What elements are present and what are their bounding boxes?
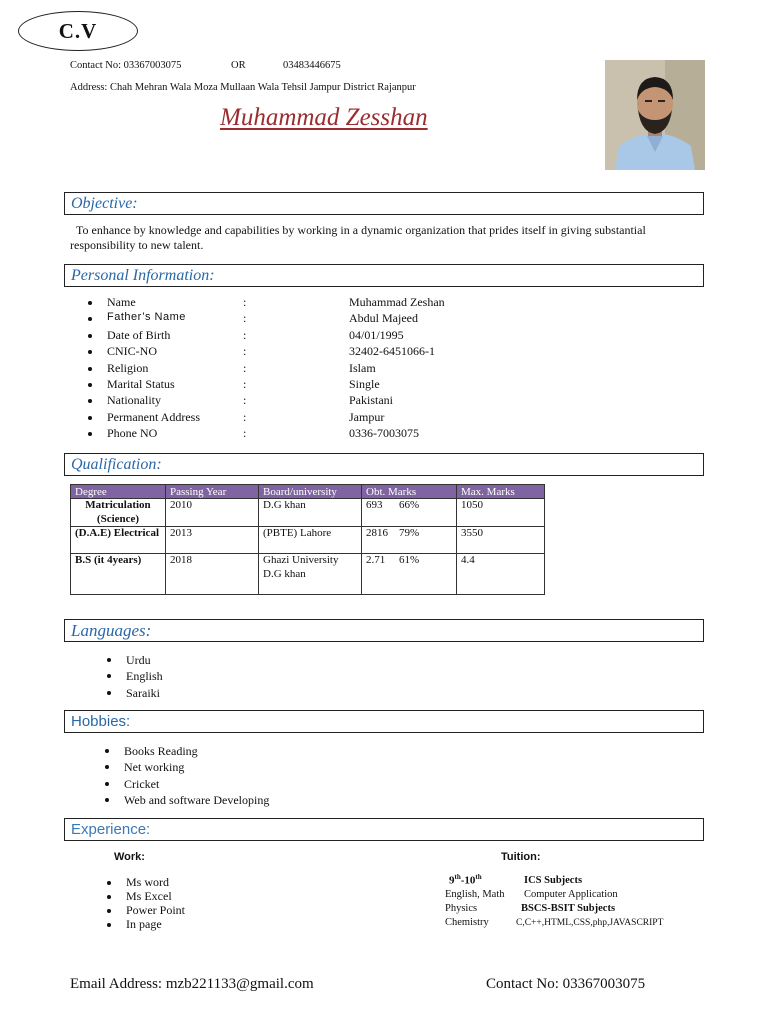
obt-cell: 2816 79% [362, 527, 457, 554]
board-cell: Ghazi University D.G khan [259, 554, 362, 595]
obt-cell: 2.71 61% [362, 554, 457, 595]
degree-cell: (D.A.E) Electrical [71, 527, 166, 554]
subject-chemistry: Chemistry [445, 917, 489, 928]
col-obt-header: Obt. Marks [362, 485, 457, 499]
personal-value: 04/01/1995 [349, 327, 404, 342]
degree-cell: Matriculation (Science) [71, 499, 166, 527]
personal-value: Jampur [349, 409, 385, 424]
col-board-header: Board/university [259, 485, 362, 499]
list-item: Urdu [126, 652, 163, 668]
work-title: Work: [114, 851, 145, 863]
grade-end: -10 [460, 874, 476, 887]
list-item: Web and software Developing [124, 793, 270, 808]
contact-primary: Contact No: 03367003075 [70, 60, 182, 71]
personal-value: Single [349, 377, 380, 391]
list-item: Ms word [126, 875, 185, 889]
person-photo-icon [605, 60, 705, 170]
personal-row [88, 361, 688, 377]
col-degree-header: Degree [71, 485, 166, 499]
degree-cell: B.S (it 4years) [71, 554, 166, 595]
subject-english-math: English, Math [445, 889, 505, 900]
colon: : [243, 393, 247, 408]
max-cell: 1050 [457, 499, 545, 527]
personal-label: Nationality [107, 393, 161, 408]
list-item: Books Reading [124, 743, 269, 759]
max-cell: 3550 [457, 527, 545, 554]
languages-heading [64, 619, 704, 642]
colon: : [243, 311, 247, 326]
personal-value: Muhammad Zeshan [349, 295, 445, 309]
year-cell: 2018 [166, 554, 259, 595]
hobbies-list [124, 743, 269, 809]
personal-label: Phone NO [107, 426, 158, 441]
objective-text: To enhance by knowledge and capabilities by working in a dynamic organization that prides itself in giving substantial responsibility to new talent. [70, 223, 646, 252]
grade-sup: th [454, 873, 461, 881]
personal-row [88, 328, 688, 344]
colon: : [243, 377, 247, 391]
candidate-name: Muhammad Zesshan [220, 104, 428, 131]
colon: : [243, 327, 247, 342]
personal-label: Name [107, 295, 136, 309]
board-cell: (PBTE) Lahore [259, 527, 362, 554]
cv-label: C.V [58, 18, 98, 43]
bscs-bsit-title: BSCS-BSIT Subjects [521, 903, 616, 914]
personal-label: Religion [107, 360, 149, 375]
personal-info-heading [64, 264, 704, 287]
languages-list [126, 652, 163, 701]
personal-row [88, 393, 688, 409]
grade-sup: th [475, 873, 482, 881]
experience-heading [64, 818, 704, 841]
colon: : [243, 295, 247, 309]
or-label: OR [231, 60, 246, 71]
year-cell: 2013 [166, 527, 259, 554]
list-item: Power Point [126, 903, 186, 917]
personal-value: Abdul Majeed [349, 311, 418, 326]
table-row [71, 554, 545, 595]
personal-value: Islam [349, 360, 376, 375]
personal-row [88, 311, 688, 327]
personal-value: Pakistani [349, 393, 393, 408]
personal-row [88, 295, 688, 311]
personal-label: Date of Birth [107, 327, 171, 342]
list-item: Net working [124, 759, 269, 775]
personal-row [88, 377, 688, 393]
objective-title: Objective: [71, 195, 138, 212]
list-item: Saraiki [126, 685, 163, 701]
address-line: Address: Chah Mehran Wala Moza Mullaan Wala Tehsil Jampur District Rajanpur [70, 82, 416, 93]
qualification-title: Qualification: [71, 456, 162, 473]
profile-photo [605, 60, 705, 170]
obt-cell: 693 66% [362, 499, 457, 527]
languages-title: Languages: [71, 621, 152, 640]
list-item: English [126, 669, 163, 684]
footer-contact: Contact No: 03367003075 [486, 976, 646, 992]
personal-label: Permanent Address [107, 409, 200, 424]
subject-computer-application: Computer Application [524, 889, 618, 900]
table-row [71, 499, 545, 527]
qualification-heading [64, 453, 704, 476]
work-list [126, 875, 185, 931]
qualification-header-row [71, 485, 545, 499]
personal-info-title: Personal Information: [71, 267, 215, 284]
personal-info-list [88, 295, 708, 445]
personal-label: Father’s Name [107, 311, 186, 324]
hobbies-heading [64, 710, 704, 733]
list-item: Ms Excel [126, 889, 185, 903]
col-max-header: Max. Marks [457, 485, 545, 499]
personal-row [88, 344, 688, 360]
colon: : [243, 344, 247, 359]
hobbies-title: Hobbies: [71, 713, 131, 730]
experience-title: Experience: [71, 821, 151, 838]
colon: : [243, 360, 247, 375]
max-cell: 4.4 [457, 554, 545, 595]
personal-label: Marital Status [107, 377, 175, 391]
personal-row [88, 426, 688, 442]
tuition-title: Tuition: [501, 851, 541, 863]
list-item: In page [126, 917, 185, 931]
subject-physics: Physics [445, 903, 478, 914]
cv-badge [18, 11, 138, 51]
colon: : [243, 409, 247, 424]
contact-line [70, 60, 181, 71]
personal-label: CNIC-NO [107, 344, 157, 359]
ics-subjects-title: ICS Subjects [524, 875, 583, 886]
table-row [71, 527, 545, 554]
grade-start: 9 [449, 874, 455, 887]
personal-value: 0336-7003075 [349, 426, 419, 441]
year-cell: 2010 [166, 499, 259, 527]
footer-email: Email Address: mzb221133@gmail.com [70, 976, 314, 992]
qualification-table [70, 484, 545, 595]
personal-row [88, 410, 688, 426]
programming-languages: C,C++,HTML,CSS,php,JAVASCRIPT [516, 918, 664, 928]
objective-heading [64, 192, 704, 215]
personal-value: 32402-6451066-1 [349, 344, 435, 359]
contact-alt: 03483446675 [283, 60, 341, 71]
list-item: Cricket [124, 776, 269, 792]
board-cell: D.G khan [259, 499, 362, 527]
grade-range [449, 873, 482, 887]
col-year-header: Passing Year [166, 485, 259, 499]
colon: : [243, 426, 247, 441]
